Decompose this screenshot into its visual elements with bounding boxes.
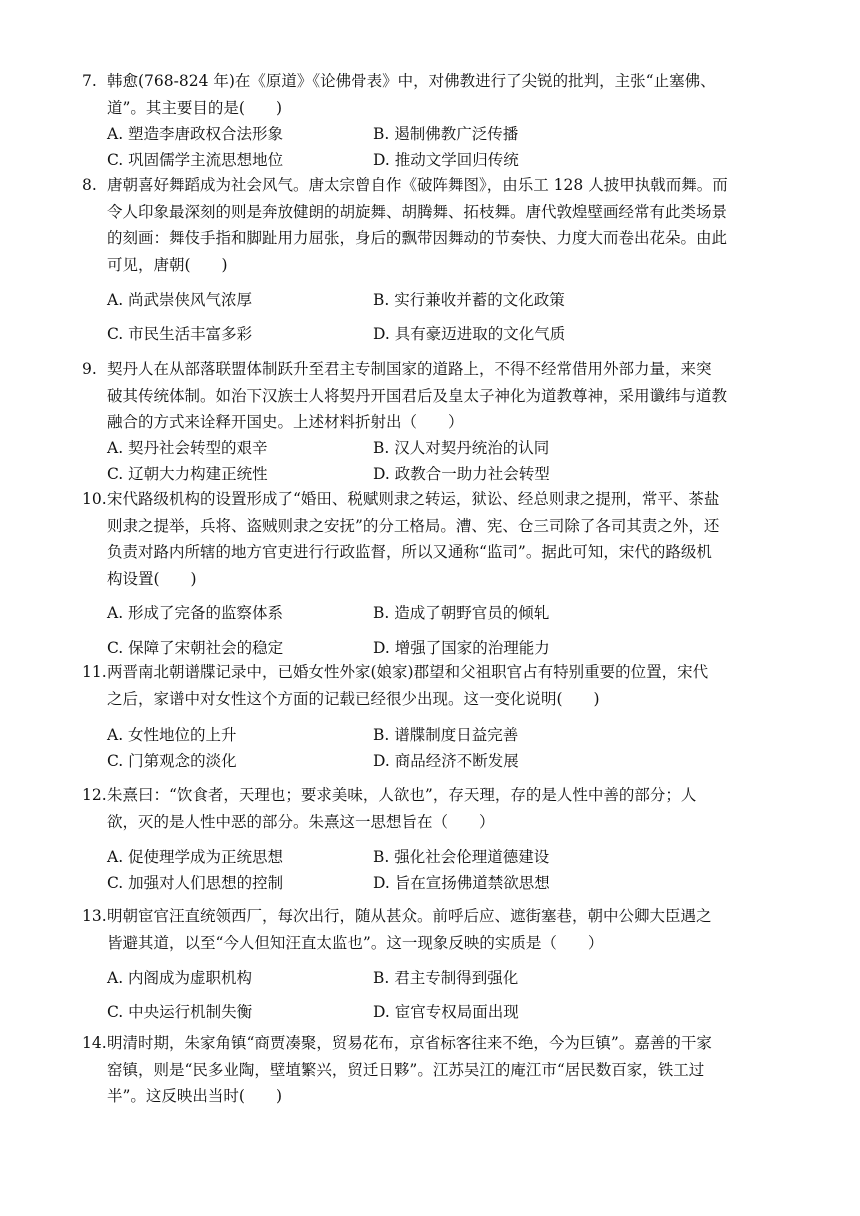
option-b[interactable]: B. 遏制佛教广泛传播 (373, 125, 519, 143)
option-b[interactable]: B. 强化社会伦理道德建设 (373, 848, 550, 866)
question-stem-line: 破其传统体制。如治下汉族士人将契丹开国君后及皇太子神化为道教尊神，采用谶纬与道教 (107, 386, 728, 405)
question-number: 7. (82, 72, 97, 90)
question-number: 14. (82, 1034, 107, 1052)
option-c[interactable]: C. 门第观念的淡化 (107, 752, 237, 770)
question-stem-line: 9. 契丹人在从部落联盟体制跃升至君主专制国家的道路上，不得不经常借用外部力量，来突 (82, 356, 782, 383)
option-d[interactable]: D. 商品经济不断发展 (373, 752, 519, 770)
question-8 (82, 172, 782, 278)
option-c[interactable]: C. 加强对人们思想的控制 (107, 874, 284, 892)
question-number: 10. (82, 490, 107, 508)
question-stem-line: 窑镇，则是“民多业陶，壁埴繁兴，贸迁日夥”。江苏吴江的庵江市“居民数百家，铁工过 (107, 1060, 705, 1079)
question-stem-line: 半”。这反映出当时( ) (107, 1087, 283, 1105)
question-stem-line: 之后，家谱中对女性这个方面的记载已经很少出现。这一变化说明( ) (107, 689, 600, 708)
option-a[interactable]: A. 塑造李唐政权合法形象 (107, 125, 284, 143)
question-stem-line: 令人印象最深刻的则是奔放健朗的胡旋舞、胡腾舞、拓枝舞。唐代敦煌壁画经常有此类场景 (107, 202, 728, 221)
question-stem-line: 构设置( ) (107, 569, 197, 588)
question-stem-line: 道”。其主要目的是( ) (107, 98, 283, 117)
question-stem-line: 10.宋代路级机构的设置形成了“婚田、税赋则隶之转运，狱讼、经总则隶之提刑，常平、茶盐 (82, 486, 782, 513)
question-14 (82, 1030, 782, 1110)
option-d[interactable]: D. 具有豪迈进取的文化气质 (373, 325, 566, 343)
question-number: 9. (82, 360, 97, 378)
option-d[interactable]: D. 政教合一助力社会转型 (373, 465, 550, 483)
question-stem-line: 可见，唐朝( ) (107, 255, 228, 274)
question-11 (82, 659, 782, 712)
question-stem-line: 14.明清时期，朱家角镇“商贾凑聚，贸易花布，京省标客往来不绝，今为巨镇”。嘉善的干家 (82, 1030, 782, 1057)
question-number: 13. (82, 907, 107, 925)
option-b[interactable]: B. 造成了朝野官员的倾轧 (373, 604, 550, 622)
option-d[interactable]: D. 旨在宣扬佛道禁欲思想 (373, 874, 550, 892)
option-b[interactable]: B. 君主专制得到强化 (373, 969, 519, 987)
question-stem-line: 融合的方式来诠释开国史。上述材料折射出（ ） (107, 413, 464, 431)
option-d[interactable]: D. 推动文学回归传统 (373, 151, 519, 169)
question-number: 8. (82, 176, 97, 194)
option-a[interactable]: A. 形成了完备的监察体系 (107, 604, 284, 622)
question-stem-line: 的刻画：舞伎手指和脚趾用力屈张，身后的飘带因舞动的节奏快、力度大而卷出花朵。由此 (107, 229, 728, 247)
question-stem-line: 12.朱熹曰：“饮食者，天理也；要求美味，人欲也”，存天理，存的是人性中善的部分；人 (82, 782, 782, 809)
option-d[interactable]: D. 增强了国家的治理能力 (373, 639, 550, 657)
question-stem-line: 则隶之提举，兵将、盗贼则隶之安抚”的分工格局。漕、宪、仓三司除了各司其责之外，还 (107, 516, 720, 535)
question-12 (82, 782, 782, 835)
option-a[interactable]: A. 促使理学成为正统思想 (107, 848, 284, 866)
option-d[interactable]: D. 宦官专权局面出现 (373, 1003, 519, 1021)
option-c[interactable]: C. 巩固儒学主流思想地位 (107, 151, 284, 169)
option-c[interactable]: C. 市民生活丰富多彩 (107, 325, 253, 343)
question-stem-line: 负责对路内所辖的地方官吏进行行政监督，所以又通称“监司”。据此可知，宋代的路级机 (107, 543, 712, 561)
option-a[interactable]: A. 契丹社会转型的艰辛 (107, 439, 268, 457)
option-a[interactable]: A. 尚武崇侠风气浓厚 (107, 291, 253, 309)
option-b[interactable]: B. 谱牒制度日益完善 (373, 726, 519, 744)
option-c[interactable]: C. 中央运行机制失衡 (107, 1003, 253, 1021)
question-number: 11. (82, 663, 107, 681)
question-7 (82, 68, 782, 121)
question-10 (82, 486, 782, 592)
question-stem-line: 13.明朝宦官汪直统领西厂，每次出行，随从甚众。前呼后应、遮街塞巷，朝中公卿大臣遇之 (82, 903, 782, 930)
option-b[interactable]: B. 实行兼收并蓄的文化政策 (373, 291, 565, 309)
question-stem-line: 11.两晋南北朝谱牒记录中，已婚女性外家(娘家)郡望和父祖职官占有特别重要的位置，宋代 (82, 659, 782, 686)
question-number: 12. (82, 786, 107, 804)
question-stem-line: 欲，灭的是人性中恶的部分。朱熹这一思想旨在（ ） (107, 812, 495, 831)
question-9 (82, 356, 782, 436)
option-b[interactable]: B. 汉人对契丹统治的认同 (373, 439, 550, 457)
question-stem-line: 7. 韩愈(768-824 年)在《原道》《论佛骨表》中，对佛教进行了尖锐的批判，主张“止塞佛、 (82, 68, 782, 95)
option-a[interactable]: A. 女性地位的上升 (107, 726, 237, 744)
question-stem-line: 皆避其道，以至“今人但知汪直太监也”。这一现象反映的实质是（ ） (107, 933, 604, 952)
question-stem-line: 8. 唐朝喜好舞蹈成为社会风气。唐太宗曾自作《破阵舞图》，由乐工 128 人披甲执戟而舞。而 (82, 172, 782, 199)
option-c[interactable]: C. 辽朝大力构建正统性 (107, 465, 268, 483)
question-13 (82, 903, 782, 956)
option-c[interactable]: C. 保障了宋朝社会的稳定 (107, 639, 284, 657)
option-a[interactable]: A. 内阁成为虚职机构 (107, 969, 253, 987)
